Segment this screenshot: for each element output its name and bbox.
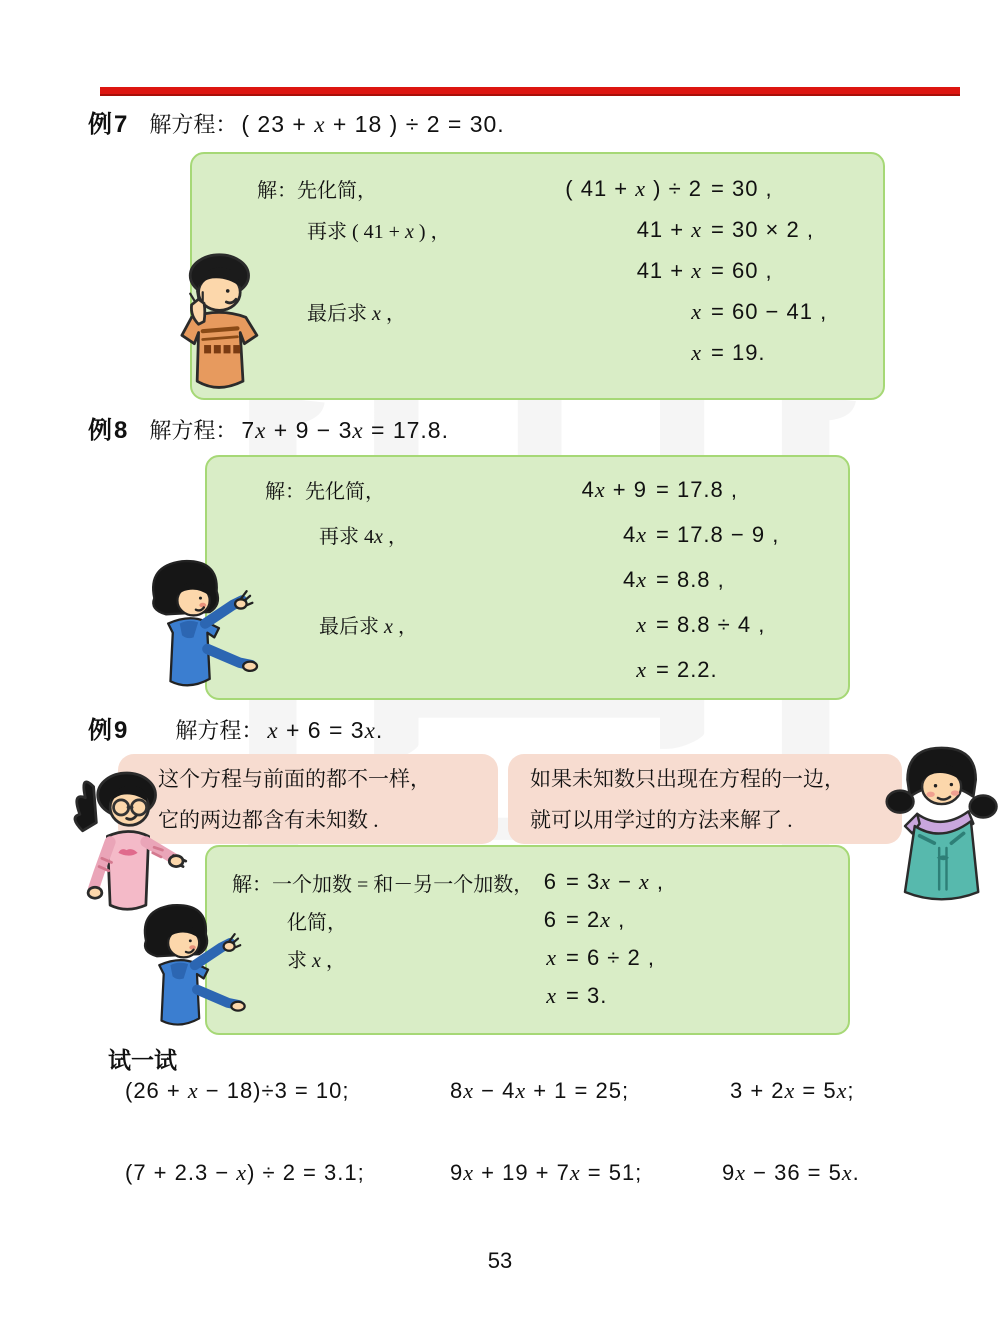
equation-lhs: 6 <box>543 869 557 894</box>
step-hint: 解：一个加数 = 和－另一个加数， <box>232 873 534 896</box>
equation-rhs: = 17.8 , <box>656 476 739 502</box>
equation-lhs: x <box>691 298 702 324</box>
equation-lhs: 41 + x <box>636 216 702 242</box>
equation-lhs: x <box>546 945 557 970</box>
step-hint: 最后求 x ， <box>307 303 406 325</box>
equation-rhs: = 60 , <box>711 257 773 283</box>
solution-box-example-9 <box>205 845 850 1035</box>
solution-row <box>207 863 848 901</box>
solution-row <box>207 647 848 692</box>
problem-equation: x + 6 = 3x. <box>267 717 384 743</box>
practice-equation: 3 + 2x = 5x; <box>730 1078 855 1103</box>
problem-lead: 解方程： <box>149 418 238 443</box>
solution-box-example-7 <box>190 152 885 400</box>
girl-pigtails-scarf-illustration <box>883 740 999 906</box>
example-8-title <box>88 410 449 445</box>
boy-orange-shirt-illustration <box>148 252 288 402</box>
step-hint: 再求 ( 41 + x ) ， <box>307 221 451 243</box>
solution-row <box>192 291 883 332</box>
bubble-line: 如果未知数只出现在方程的一边， <box>530 767 845 791</box>
step-hint: 解：先化简， <box>257 180 377 202</box>
equation-lhs: 41 + x <box>636 257 702 283</box>
problem-equation: 7x + 9 − 3x = 17.8. <box>241 417 449 443</box>
equation-rhs: = 3x − x , <box>566 869 665 894</box>
equation-rhs: = 30 × 2 , <box>711 216 814 242</box>
bubble-line: 这个方程与前面的都不一样， <box>158 767 431 791</box>
problem-equation: ( 23 + x + 18 ) ÷ 2 = 30. <box>241 111 505 137</box>
practice-equation: 9x − 36 = 5x. <box>722 1160 860 1185</box>
boy-blue-hoodie-illustration <box>126 896 248 1041</box>
practice-equation: (7 + 2.3 − x) ÷ 2 = 3.1; <box>125 1160 365 1185</box>
solution-row <box>207 557 848 602</box>
solution-row <box>207 512 848 557</box>
solution-box-example-8 <box>205 455 850 700</box>
speech-bubble-right <box>508 754 902 844</box>
equation-lhs: x <box>546 983 557 1008</box>
equation-rhs: = 19. <box>711 339 766 365</box>
equation-rhs: = 2x , <box>566 907 626 932</box>
solution-row <box>207 602 848 647</box>
equation-lhs: 4x <box>622 566 647 592</box>
equation-rhs: = 8.8 , <box>656 566 725 592</box>
example-7-title <box>88 104 505 139</box>
solution-row <box>192 168 883 209</box>
solution-row <box>192 250 883 291</box>
equation-lhs: 4x <box>622 521 647 547</box>
solution-row <box>207 467 848 512</box>
try-it-heading: 试一试 <box>108 1048 177 1073</box>
step-hint: 求 x ， <box>287 949 346 972</box>
bubble-line: 就可以用学过的方法来解了 . <box>530 808 793 832</box>
solution-row <box>207 939 848 977</box>
equation-rhs: = 2.2. <box>656 656 718 682</box>
equation-rhs: = 30 , <box>711 175 773 201</box>
equation-lhs: x <box>636 611 647 637</box>
step-hint: 化简， <box>287 911 347 934</box>
solution-row <box>192 332 883 373</box>
equation-rhs: = 3. <box>566 983 608 1008</box>
solution-row <box>207 901 848 939</box>
example-label: 例7 <box>88 111 130 138</box>
practice-equation: 9x + 19 + 7x = 51; <box>450 1160 643 1185</box>
bubble-line: 它的两边都含有未知数 . <box>158 808 379 832</box>
equation-lhs: 4x + 9 <box>581 476 647 502</box>
problem-lead: 解方程： <box>149 112 238 137</box>
solution-row <box>192 209 883 250</box>
practice-equation: 8x − 4x + 1 = 25; <box>450 1078 630 1103</box>
equation-rhs: = 6 ÷ 2 , <box>566 945 655 970</box>
step-hint: 最后求 x ， <box>319 616 418 638</box>
boy-blue-hoodie-illustration <box>133 552 261 702</box>
equation-lhs: ( 41 + x ) ÷ 2 <box>565 175 702 201</box>
equation-lhs: x <box>691 339 702 365</box>
example-label: 例8 <box>88 417 130 444</box>
top-red-rule <box>100 87 960 96</box>
equation-rhs: = 60 − 41 , <box>711 298 828 324</box>
step-hint: 再求 4x ， <box>319 526 408 548</box>
equation-lhs: x <box>636 656 647 682</box>
equation-lhs: 6 <box>543 907 557 932</box>
page-number: 53 <box>487 1248 513 1273</box>
example-9-title <box>88 710 383 745</box>
problem-lead: 解方程： <box>175 718 264 743</box>
practice-equation: (26 + x − 18)÷3 = 10; <box>125 1078 350 1103</box>
equation-rhs: = 17.8 − 9 , <box>656 521 780 547</box>
step-hint: 解：先化简， <box>265 481 385 503</box>
example-label: 例9 <box>88 717 130 744</box>
equation-rhs: = 8.8 ÷ 4 , <box>656 611 766 637</box>
solution-row <box>207 977 848 1015</box>
